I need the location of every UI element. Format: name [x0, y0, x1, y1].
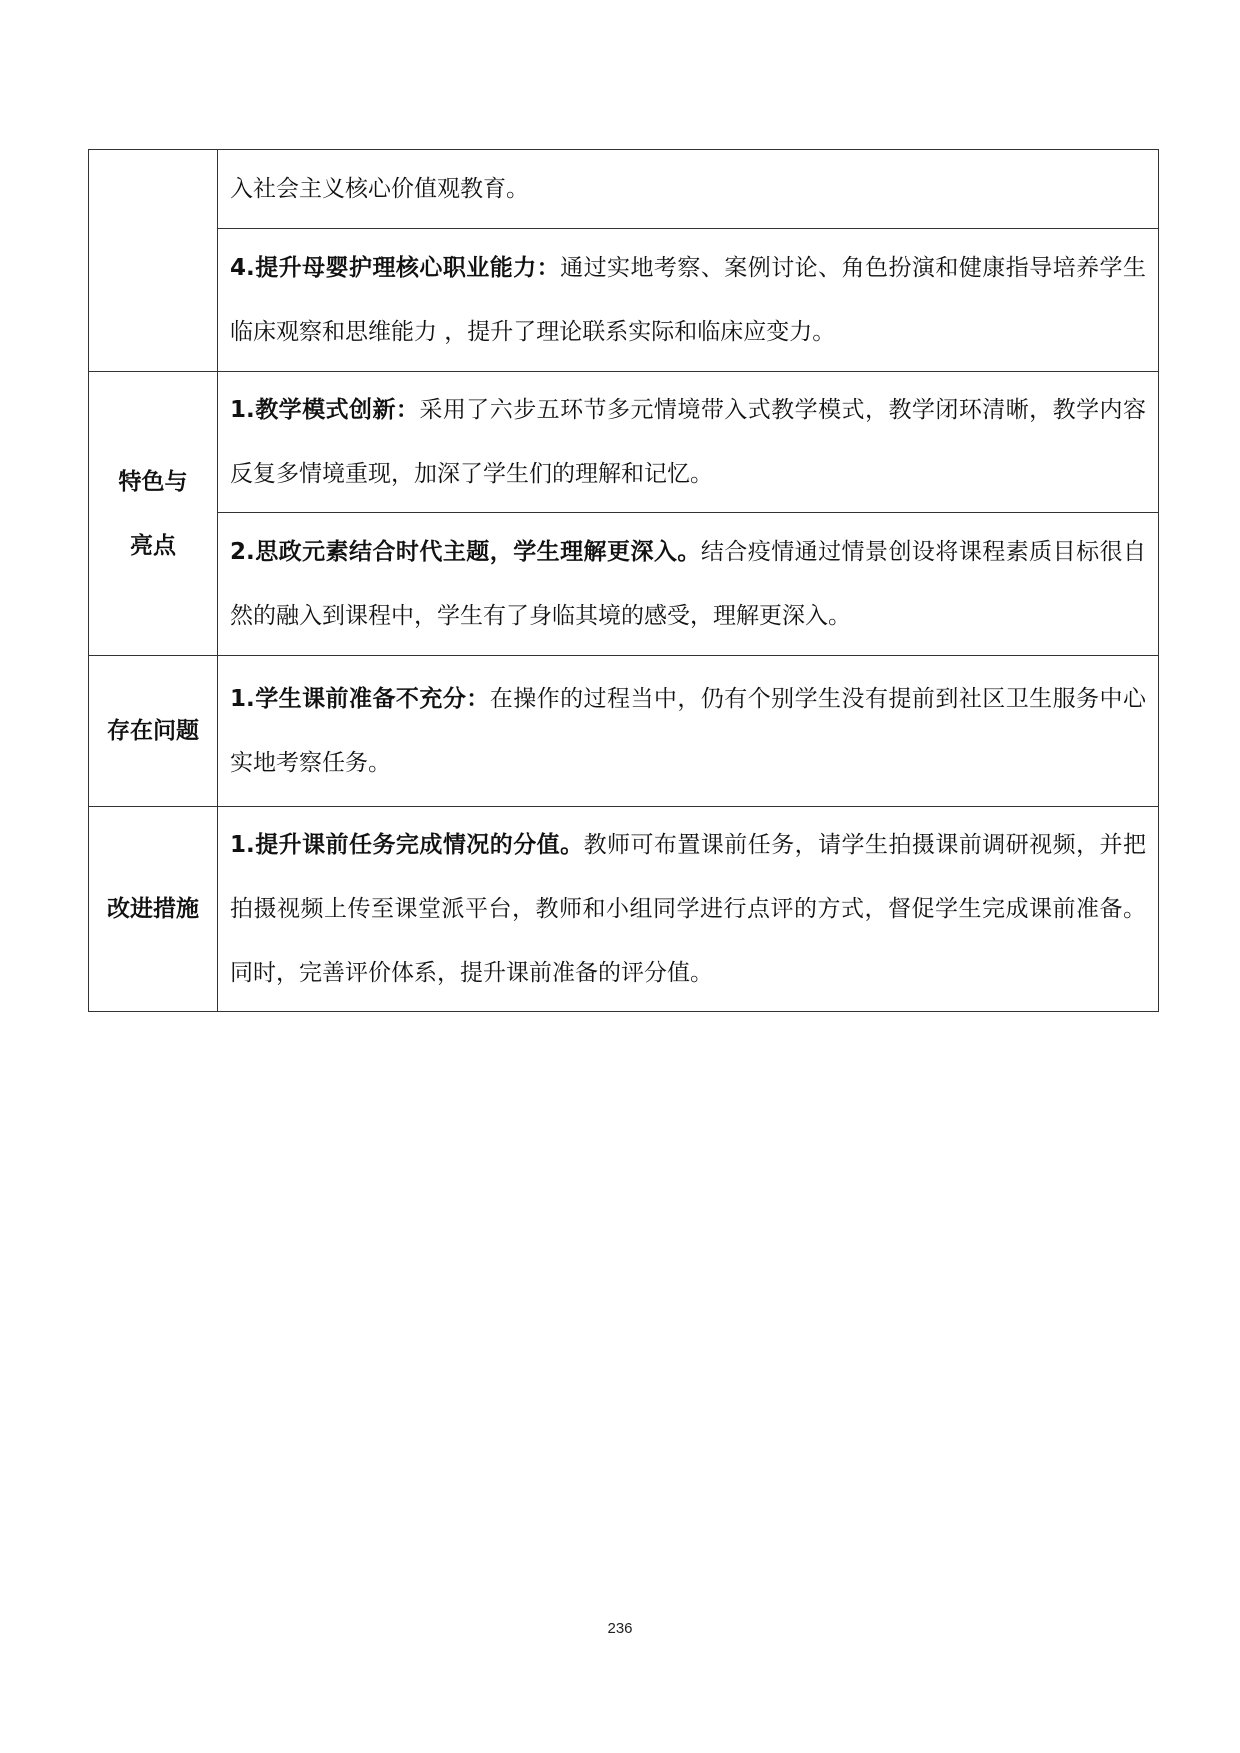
row-label-continued: [89, 150, 218, 372]
row-label-features: [89, 372, 218, 656]
cell-lead: 1.教学模式创新：: [230, 397, 420, 423]
cell-text: 入社会主义核心价值观教育。: [230, 176, 529, 202]
table-row: [89, 229, 1159, 372]
table-row: [89, 656, 1159, 807]
cell-lead: 1.学生课前准备不充分：: [230, 686, 490, 712]
table-row: [89, 513, 1159, 656]
content-cell: [218, 372, 1159, 513]
cell-text: 在操作的过程当中，仍有个别学生没有提前到社区卫生服务中心实地考察任务。: [230, 686, 1146, 776]
table-row: [89, 150, 1159, 229]
cell-lead: 4.提升母婴护理核心职业能力：: [230, 255, 561, 281]
row-label-line: 亮点: [130, 532, 176, 559]
content-cell: [218, 807, 1159, 1012]
row-label-line: 特色与: [118, 468, 188, 495]
row-label-improvements: 改进措施: [89, 807, 218, 1012]
content-cell: [218, 513, 1159, 656]
content-cell: [218, 150, 1159, 229]
row-label-problems: 存在问题: [89, 656, 218, 807]
evaluation-table: [88, 149, 1159, 1012]
table-row: [89, 807, 1159, 1012]
content-cell: [218, 229, 1159, 372]
cell-lead: 1.提升课前任务完成情况的分值。: [230, 832, 584, 858]
cell-text: 教师可布置课前任务，请学生拍摄课前调研视频，并把拍摄视频上传至课堂派平台，教师和小组同学进行点评的方式，督促学生完成课前准备。同时，完善评价体系，提升课前准备的评分值。: [230, 832, 1147, 986]
cell-text: 采用了六步五环节多元情境带入式教学模式，教学闭环清晰，教学内容反复多情境重现，加深了学生们的理解和记忆。: [230, 397, 1146, 487]
content-cell: [218, 656, 1159, 807]
page-number: 236: [607, 1620, 633, 1637]
cell-lead: 2.思政元素结合时代主题，学生理解更深入。: [230, 539, 701, 565]
table-row: [89, 372, 1159, 513]
cell-text: 通过实地考察、案例讨论、角色扮演和健康指导培养学生临床观察和思维能力 ，提升了理论联系实际和临床应变力。: [230, 255, 1147, 345]
cell-text: 结合疫情通过情景创设将课程素质目标很自然的融入到课程中，学生有了身临其境的感受，理解更深入。: [230, 539, 1146, 629]
